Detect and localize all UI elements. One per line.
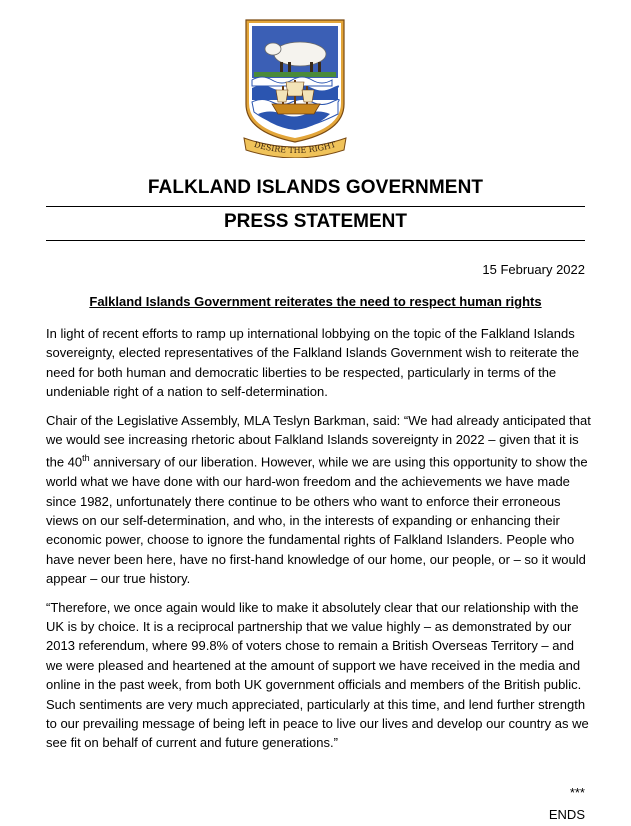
divider-top bbox=[46, 206, 585, 207]
divider-bottom bbox=[46, 240, 585, 241]
organization-title: FALKLAND ISLANDS GOVERNMENT bbox=[147, 177, 484, 198]
statement-headline: Falkland Islands Government reiterates the need to respect human rights bbox=[89, 294, 542, 309]
statement-date: 15 February 2022 bbox=[482, 262, 585, 277]
paragraph-1: In light of recent efforts to ramp up international lobbying on the topic of the Falkland Islands sovereignty, elected representatives of the Falkland Islands Government wish to reiterate the need for both human and democratic liberties to be respected, particularly in terms of the undeniable right of a nation to self-determination. bbox=[46, 326, 580, 400]
ordinal-suffix: th bbox=[82, 453, 90, 464]
separator-asterisks: *** bbox=[569, 785, 585, 800]
coat-of-arms-crest bbox=[240, 16, 350, 158]
crest-motto: DESIRE THE RIGHT bbox=[253, 139, 337, 156]
paragraph-3: “Therefore, we once again would like to make it absolutely clear that our relationship with the UK is by choice. It is a reciprocal partnership that we value highly – as demonstrated by our 2013 referendum, where 99.8% of voters chose to remain a British Overseas Territory – and we were pleased and heartened at the amount of support we have received in the media and online in the past week, from both UK government officials and members of the British public. Such sentiments are very much appreciated, particularly at this time, and lend further strength to our prevailing message of being left in peace to live our lives and develop our country as we see fit on behalf of current and future generations.” bbox=[46, 599, 589, 751]
document-type-title: PRESS STATEMENT bbox=[224, 211, 407, 232]
paragraph-2 bbox=[46, 411, 591, 589]
paragraph-2-part-a: Chair of the Legislative Assembly, MLA Teslyn Barkman, said: “We had already anticipated that we would see increasing rhetoric about Falkland Islands sovereignty in 2022 – given that it is the 40 bbox=[46, 412, 591, 470]
ends-label: ENDS bbox=[548, 807, 585, 822]
paragraph-2-part-b: anniversary of our liberation. However, while we are using this opportunity to show the world what we have done with our hard-won freedom and the achievements we have made since 1982, unfortunately there continue to be others who want to enforce their erroneous views on our self-determination, and who, in the interests of expanding or enhancing their economic power, choose to ignore the fundamental rights of Falkland Islanders. People who have never been here, have no first-hand knowledge of our home, our people, or – so it would appear – our true history. bbox=[46, 454, 588, 587]
end-marks bbox=[549, 782, 585, 826]
statement-body bbox=[46, 324, 591, 762]
